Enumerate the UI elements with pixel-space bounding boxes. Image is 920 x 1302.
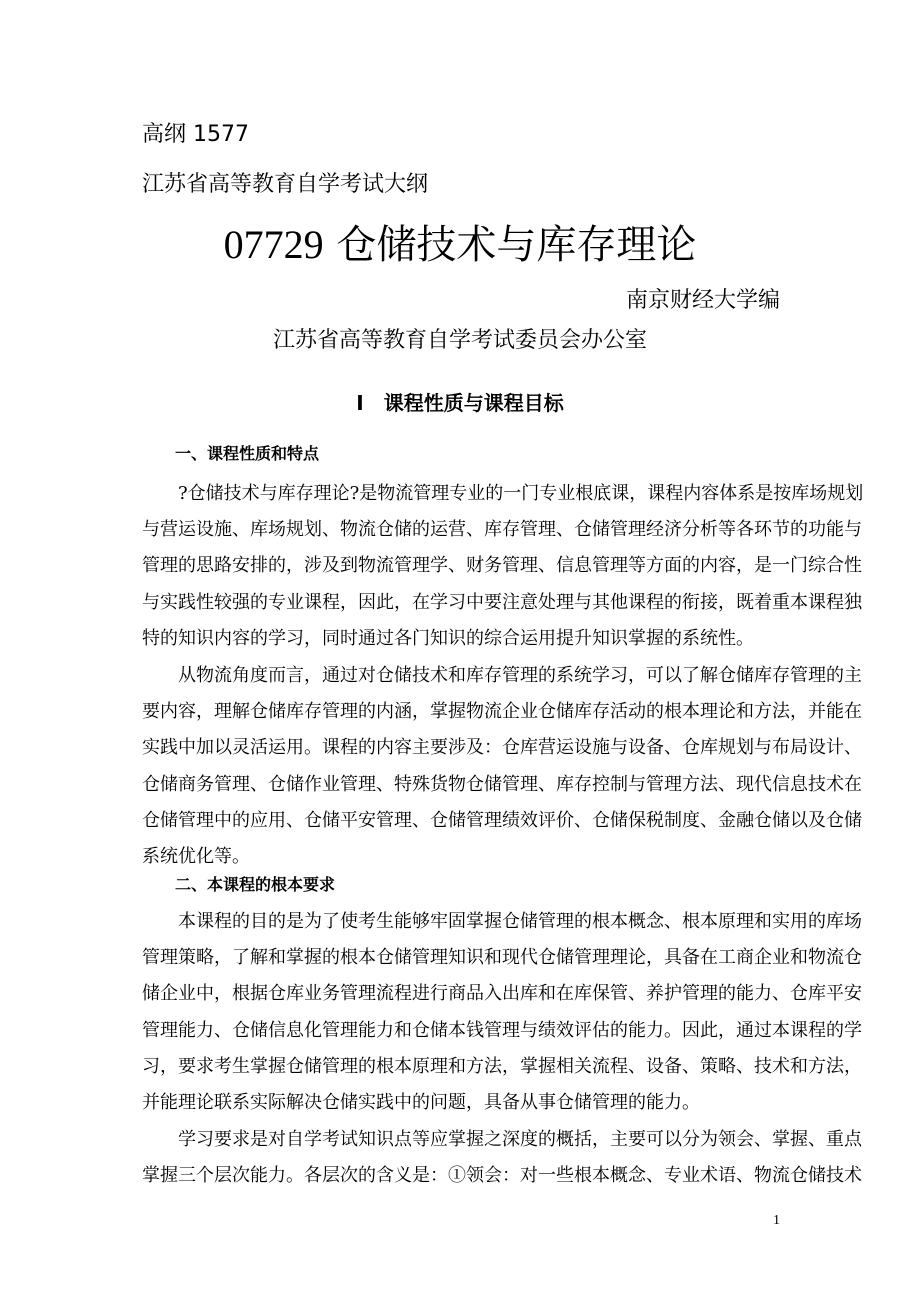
editor: 南京财经大学编 <box>625 288 780 313</box>
paragraph-line: 从物流角度而言，通过对仓储技术和库存管理的系统学习，可以了解仓储库存管理的主 <box>178 665 862 686</box>
section-heading-1: 一、课程性质和特点 <box>175 444 320 463</box>
paragraph-line: 储企业中，根据仓库业务管理流程进行商品入出库和在库保管、养护管理的能力、仓库平安 <box>142 983 862 1004</box>
outline-code: 高纲 1577 <box>142 122 249 147</box>
course-code: 07729 <box>223 222 324 267</box>
paragraph-line: 管理策略，了解和掌握的根本仓储管理知识和现代仓储管理理论，具备在工商企业和物流仓 <box>142 947 862 968</box>
paragraph-line: 与实践性较强的专业课程，因此，在学习中要注意处理与其他课程的衔接，既着重本课程独 <box>142 592 862 613</box>
paragraph-line: 要内容，理解仓储库存管理的内涵，掌握物流企业仓储库存活动的根本理论和方法，并能在 <box>142 701 862 722</box>
part-heading: I 课程性质与课程目标 <box>356 391 564 415</box>
course-title <box>0 222 920 268</box>
paragraph-line: 本课程的目的是为了使考生能够牢固掌握仓储管理的根本概念、根本原理和实用的库场 <box>178 911 862 932</box>
paragraph-line: 管理的思路安排的，涉及到物流管理学、财务管理、信息管理等方面的内容，是一门综合性 <box>142 555 862 576</box>
paragraph-line: 管理能力、仓储信息化管理能力和仓储本钱管理与绩效评估的能力。因此，通过本课程的学 <box>142 1020 862 1041</box>
paragraph-line: 学习要求是对自学考试知识点等应掌握之深度的概括，主要可以分为领会、掌握、重点 <box>178 1129 862 1150</box>
paragraph-line: 系统优化等。 <box>142 846 250 867</box>
paragraph-line: 实践中加以灵活运用。课程的内容主要涉及：仓库营运设施与设备、仓库规划与布局设计、 <box>142 737 862 758</box>
paragraph-line: 仓储管理中的应用、仓储平安管理、仓储管理绩效评价、仓储保税制度、金融仓储以及仓储 <box>142 810 862 831</box>
paragraph-line: ?仓储技术与库存理论?是物流管理专业的一门专业根底课，课程内容体系是按库场规划 <box>178 483 864 504</box>
page-number: 1 <box>773 1213 780 1228</box>
paragraph-line: 掌握三个层次能力。各层次的含义是：①领会：对一些根本概念、专业术语、物流仓储技术 <box>142 1165 862 1186</box>
paragraph-line: 并能理论联系实际解决仓储实践中的问题，具备从事仓储管理的能力。 <box>142 1092 700 1113</box>
course-name: 仓储技术与库存理论 <box>336 222 697 268</box>
outline-title: 江苏省高等教育自学考试大纲 <box>142 172 429 197</box>
publisher: 江苏省高等教育自学考试委员会办公室 <box>272 328 647 353</box>
section-heading-2: 二、本课程的根本要求 <box>175 875 336 894</box>
paragraph-line: 与营运设施、库场规划、物流仓储的运营、库存管理、仓储管理经济分析等各环节的功能与 <box>142 519 862 540</box>
paragraph-line: 习，要求考生掌握仓储管理的根本原理和方法，掌握相关流程、设备、策略、技术和方法， <box>142 1056 862 1077</box>
paragraph-line: 仓储商务管理、仓储作业管理、特殊货物仓储管理、库存控制与管理方法、现代信息技术在 <box>142 774 862 795</box>
paragraph-line: 特的知识内容的学习，同时通过各门知识的综合运用提升知识掌握的系统性。 <box>142 628 754 649</box>
